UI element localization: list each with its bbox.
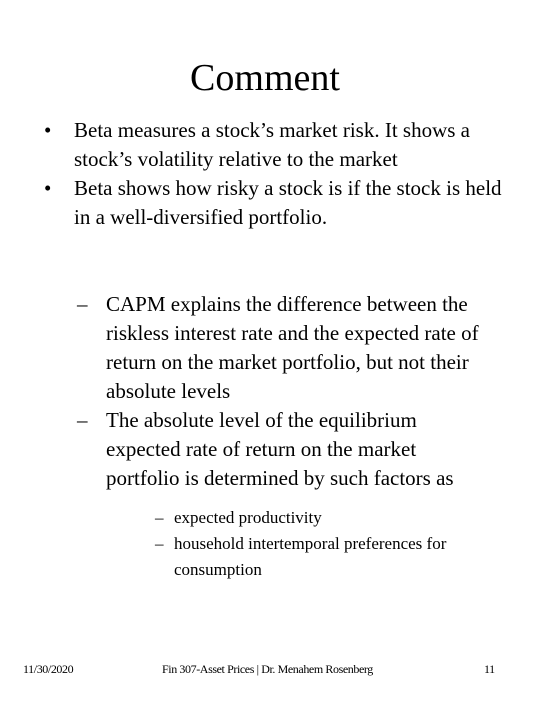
sub-sub-bullet-item xyxy=(0,505,540,531)
bullet-text: Beta measures a stock’s market risk. It shows a stock’s volatility relative to the market xyxy=(74,118,470,171)
bullet-text: Beta shows how risky a stock is if the stock is held in a well-diversified portfolio. xyxy=(74,176,502,229)
dash-marker: – xyxy=(155,534,164,553)
footer-course-label: Fin 307-Asset Prices | Dr. Menahem Rosenberg xyxy=(162,662,373,676)
bullet-item xyxy=(0,116,540,174)
sub-bullet-item xyxy=(0,406,540,493)
bullet-list xyxy=(0,116,540,583)
dash-marker: – xyxy=(77,292,88,316)
sub-sub-bullet-item xyxy=(0,531,540,583)
sub-sub-bullet-text: household intertemporal preferences for consumption xyxy=(174,534,447,579)
bullet-marker: • xyxy=(44,118,52,142)
sub-bullet-list xyxy=(0,290,540,493)
dash-marker: – xyxy=(77,408,88,432)
sub-sub-bullet-list xyxy=(0,505,540,583)
sub-bullet-item xyxy=(0,290,540,406)
sub-bullet-text: CAPM explains the difference between the riskless interest rate and the expected rate of return on the market portfolio, but not their absolute levels xyxy=(106,292,479,403)
slide-title: Comment xyxy=(190,57,340,99)
dash-marker: – xyxy=(155,508,164,527)
bullet-marker: • xyxy=(44,176,52,200)
footer-page-number: 11 xyxy=(484,662,495,676)
sub-bullet-text: The absolute level of the equilibrium expected rate of return on the market portfolio is determined by such factors as xyxy=(106,408,454,490)
sub-sub-bullet-text: expected productivity xyxy=(174,508,322,527)
bullet-item xyxy=(0,174,540,232)
footer-date: 11/30/2020 xyxy=(23,662,74,676)
